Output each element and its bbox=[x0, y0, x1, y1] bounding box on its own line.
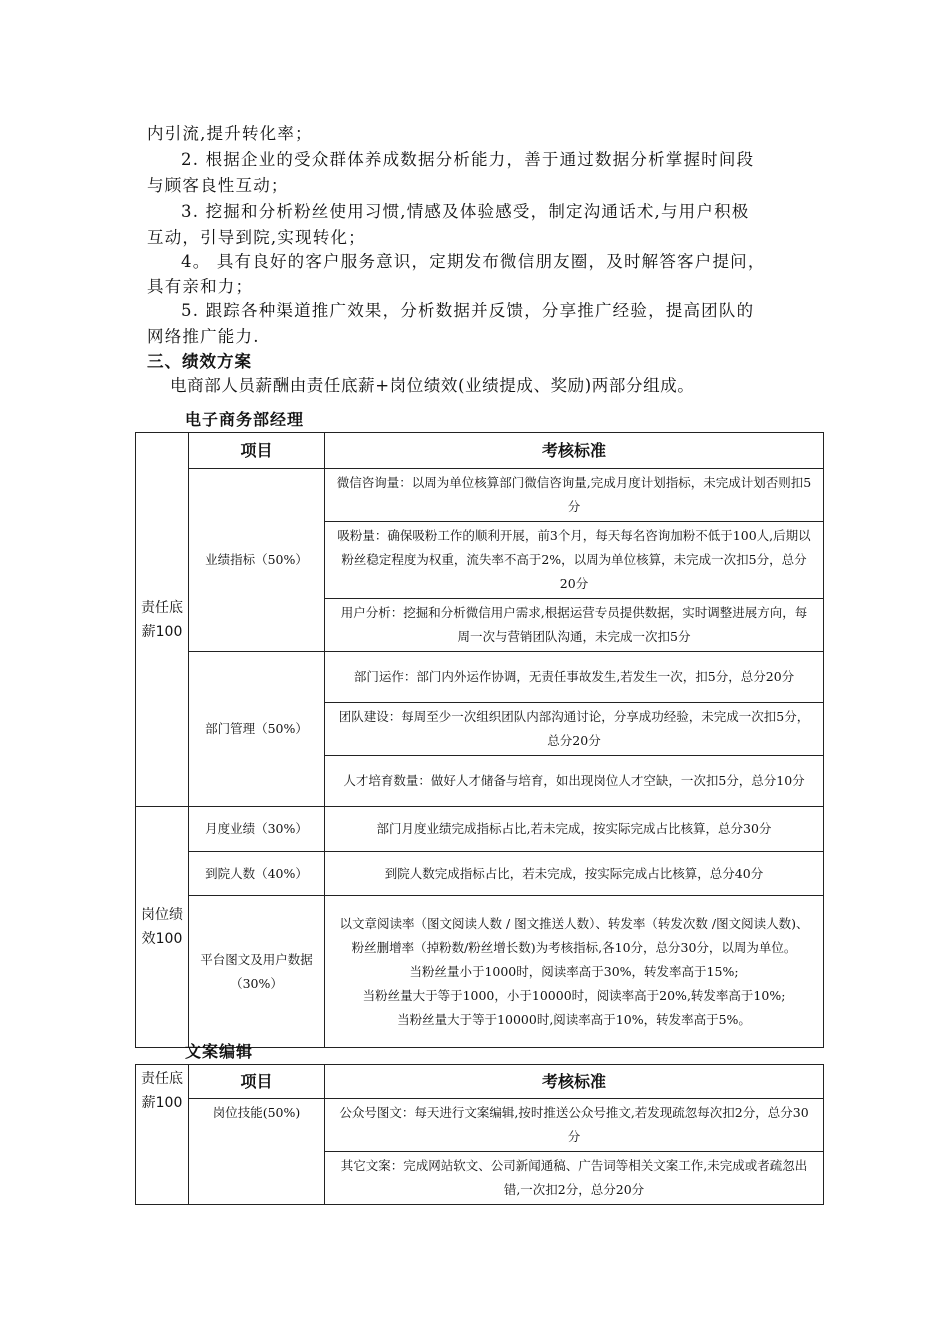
paragraph-line: 与顾客良性互动； bbox=[147, 176, 289, 195]
header-item: 项目 bbox=[189, 1065, 325, 1099]
standard-cell-multiline bbox=[325, 896, 824, 1048]
assessment-table-manager bbox=[135, 432, 824, 1048]
standard-cell: 其它文案：完成网站软文、公司新闻通稿、广告词等相关文案工作,未完成或者疏忽出错,一次扣2分，总分20分 bbox=[325, 1152, 824, 1205]
standard-cell: 到院人数完成指标占比，若未完成，按实际完成占比核算，总分40分 bbox=[325, 852, 824, 896]
standard-cell: 吸粉量：确保吸粉工作的顺利开展，前3个月，每天每名咨询加粉不低于100人,后期以粉丝稳定程度为权重，流失率不高于2%，以周为单位核算，未完成一次扣5分，总分20分 bbox=[325, 522, 824, 599]
standard-cell: 团队建设：每周至少一次组织团队内部沟通讨论，分享成功经验，未完成一次扣5分，总分20分 bbox=[325, 703, 824, 756]
assessment-table-copywriter bbox=[135, 1064, 824, 1205]
paragraph-line: 互动，引导到院,实现转化； bbox=[147, 228, 366, 247]
standard-cell: 公众号图文：每天进行文案编辑,按时推送公众号推文,若发现疏忽每次扣2分，总分30分 bbox=[325, 1099, 824, 1152]
item-cell: 平台图文及用户数据（30%） bbox=[189, 896, 325, 1048]
standard-cell: 人才培育数量：做好人才储备与培育，如出现岗位人才空缺，一次扣5分，总分10分 bbox=[325, 756, 824, 807]
paragraph-line: 3. 挖掘和分析粉丝使用习惯,情感及体验感受，制定沟通话术,与用户积极 bbox=[181, 202, 750, 221]
standard-cell: 部门运作：部门内外运作协调，无责任事故发生,若发生一次，扣5分，总分20分 bbox=[325, 652, 824, 703]
paragraph-line: 2. 根据企业的受众群体养成数据分析能力，善于通过数据分析掌握时间段 bbox=[181, 150, 755, 169]
table-title: 电子商务部经理 bbox=[185, 410, 305, 429]
standard-cell: 部门月度业绩完成指标占比,若未完成，按实际完成占比核算，总分30分 bbox=[325, 807, 824, 852]
paragraph-line: 具有亲和力； bbox=[147, 277, 254, 296]
header-standard: 考核标准 bbox=[325, 1065, 824, 1099]
paragraph-line: 5. 跟踪各种渠道推广效果，分析数据并反馈，分享推广经验，提高团队的 bbox=[181, 301, 755, 320]
standard-text: 以文章阅读率（图文阅读人数 / 图文推送人数）、转发率（转发次数 /图文阅读人数)、粉丝删增率（掉粉数/粉丝增长数)为考核指标,各10分，总分30分，以周为单位。 bbox=[339, 915, 809, 955]
table-title: 文案编辑 bbox=[185, 1042, 254, 1061]
standard-cell: 用户分析：挖掘和分析微信用户需求,根据运营专员提供数据，实时调整进展方向，每周一次与营销团队沟通，未完成一次扣5分 bbox=[325, 599, 824, 652]
category-cell: 责任底薪100 bbox=[136, 1065, 189, 1205]
section-heading: 三、绩效方案 bbox=[147, 352, 252, 371]
paragraph-line: 4。 具有良好的客户服务意识，定期发布微信朋友圈，及时解答客户提问， bbox=[181, 252, 766, 271]
item-cell: 月度业绩（30%） bbox=[189, 807, 325, 852]
paragraph-line: 网络推广能力. bbox=[147, 327, 260, 346]
item-cell: 部门管理（50%） bbox=[189, 652, 325, 807]
item-cell: 业绩指标（50%） bbox=[189, 469, 325, 652]
header-item: 项目 bbox=[189, 433, 325, 469]
standard-note: 当粉丝量小于1000时，阅读率高于30%，转发率高于15%; bbox=[409, 963, 739, 979]
category-cell: 责任底薪100 bbox=[136, 433, 189, 807]
standard-cell: 微信咨询量：以周为单位核算部门微信咨询量,完成月度计划指标，未完成计划否则扣5分 bbox=[325, 469, 824, 522]
header-standard: 考核标准 bbox=[325, 433, 824, 469]
item-cell: 岗位技能(50%) bbox=[189, 1099, 325, 1205]
section-intro: 电商部人员薪酬由责任底薪+岗位绩效(业绩提成、奖励)两部分组成。 bbox=[170, 376, 695, 395]
paragraph-line: 内引流,提升转化率； bbox=[147, 124, 313, 143]
item-cell: 到院人数（40%） bbox=[189, 852, 325, 896]
standard-note: 当粉丝量大于等于1000，小于10000时，阅读率高于20%,转发率高于10%; bbox=[362, 987, 786, 1003]
category-cell: 岗位绩效100 bbox=[136, 807, 189, 1048]
standard-note: 当粉丝量大于等于10000时,阅读率高于10%，转发率高于5%。 bbox=[397, 1011, 751, 1027]
